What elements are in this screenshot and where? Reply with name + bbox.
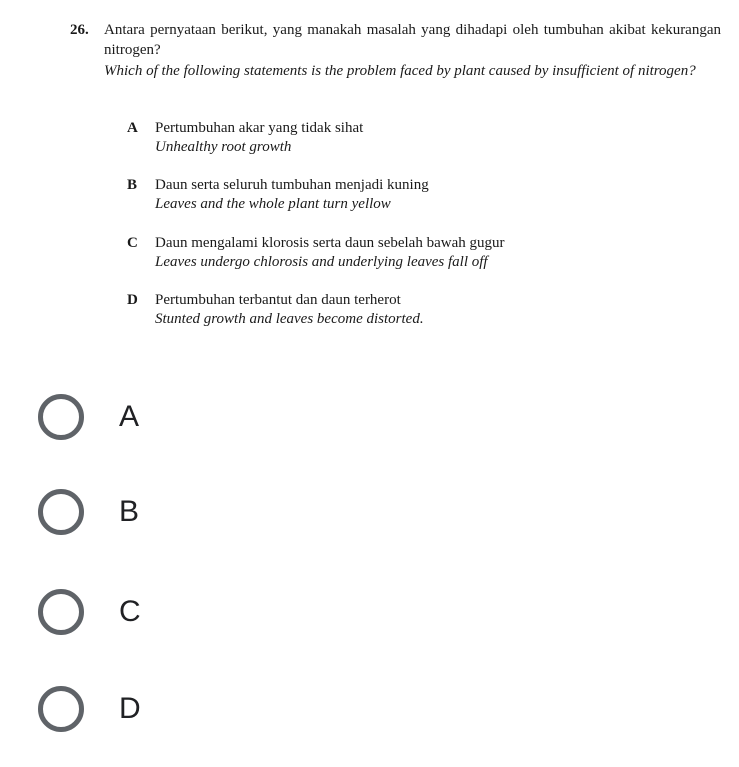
answer-choice-d[interactable]: [38, 686, 338, 734]
option-text-malay: Pertumbuhan terbantut dan daun terherot: [155, 292, 401, 308]
option-text-malay: Daun mengalami klorosis serta daun sebelah bawah gugur: [155, 235, 505, 251]
option-text-english: Leaves and the whole plant turn yellow: [155, 196, 391, 212]
answer-choice-b[interactable]: [38, 489, 338, 537]
answer-choice-a[interactable]: [38, 394, 338, 442]
answer-label-c[interactable]: C: [119, 595, 141, 628]
option-text-english: Leaves undergo chlorosis and underlying leaves fall off: [155, 254, 488, 270]
radio-button-a[interactable]: [38, 394, 84, 440]
radio-button-b[interactable]: [38, 489, 84, 535]
option-letter: A: [127, 120, 138, 136]
answer-label-d[interactable]: D: [119, 692, 141, 725]
option-text-english: Unhealthy root growth: [155, 139, 292, 155]
option-letter: B: [127, 177, 138, 193]
answer-label-b[interactable]: B: [119, 495, 140, 528]
question-image: [0, 0, 739, 340]
option-letter: D: [127, 292, 138, 308]
option-text-malay: Daun serta seluruh tumbuhan menjadi kuning: [155, 177, 429, 193]
answer-choice-c[interactable]: [38, 589, 338, 637]
answer-label-a[interactable]: A: [119, 400, 140, 433]
option-text-english: Stunted growth and leaves become distorted.: [155, 311, 424, 327]
radio-button-d[interactable]: [38, 686, 84, 732]
option-letter: C: [127, 235, 138, 251]
question-text-malay: Antara pernyataan berikut, yang manakah masalah yang dihadapi oleh tumbuhan akibat kekurangan nitrogen?: [104, 22, 721, 58]
question-number: 26.: [70, 22, 89, 38]
radio-button-c[interactable]: [38, 589, 84, 635]
option-text-malay: Pertumbuhan akar yang tidak sihat: [155, 120, 364, 136]
question-text-english: Which of the following statements is the problem faced by plant caused by insufficient of nitrogen?: [104, 63, 696, 79]
